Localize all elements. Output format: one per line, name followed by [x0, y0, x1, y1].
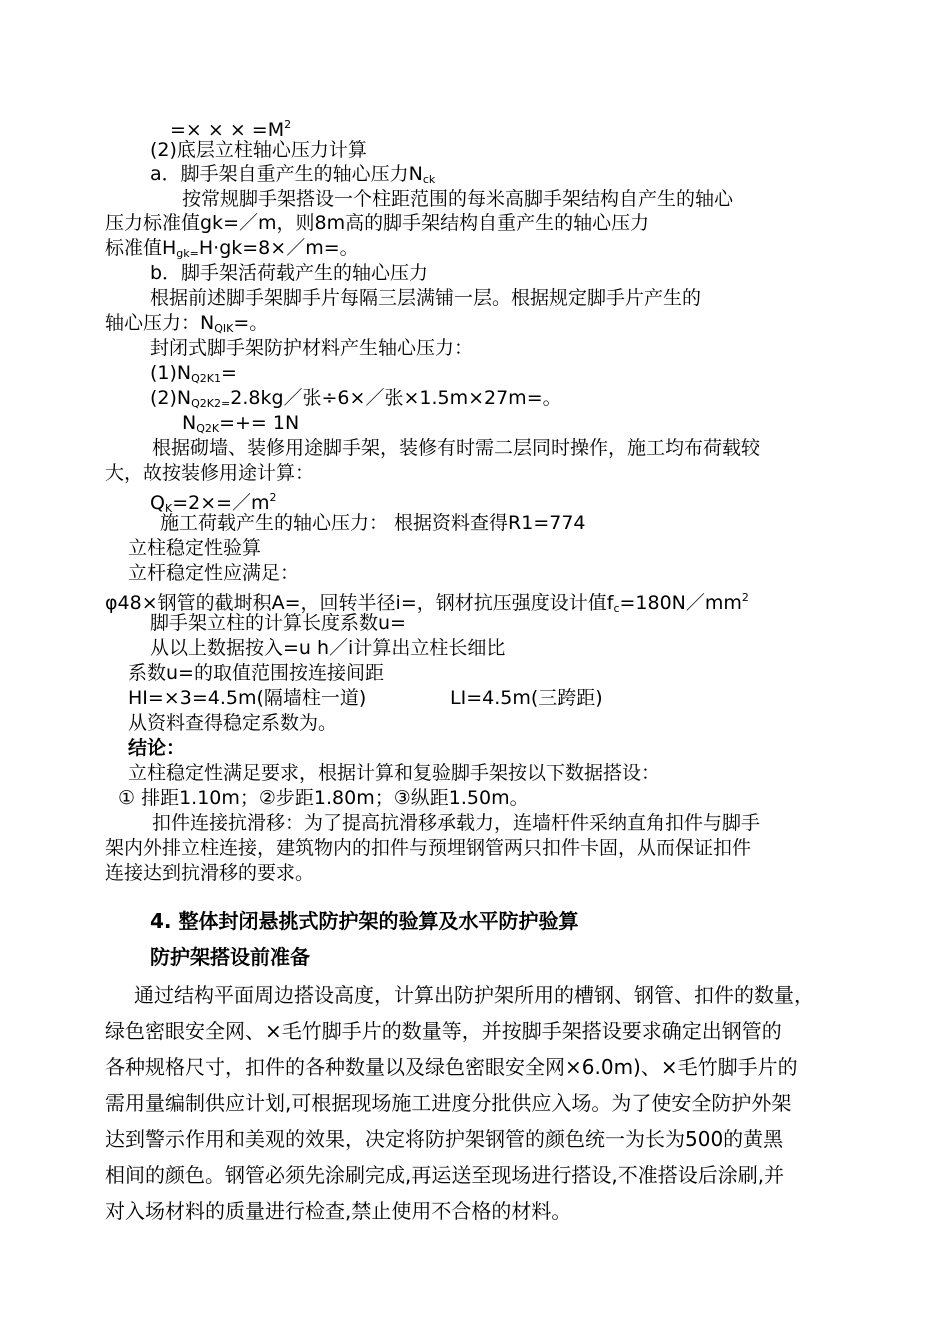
paragraph-line: 立杆稳定性应满足：	[128, 562, 300, 584]
superscript: 2	[284, 118, 292, 131]
subscript: ck	[422, 173, 436, 186]
paragraph-line: 从资料查得稳定系数为。	[128, 712, 338, 734]
text: =2×=／m	[172, 492, 270, 514]
paragraph-line: 根据砌墙、装修用途脚手架，装修有时需二层同时操作，施工均布荷载较	[152, 437, 761, 459]
paragraph-line: 大，故按装修用途计算：	[105, 462, 315, 484]
formula-line: LI=4.5m(三跨距)	[450, 687, 603, 709]
paragraph-line: 对入场材料的质量进行检查,禁止使用不合格的材料。	[105, 1199, 572, 1223]
text: Q	[150, 492, 165, 514]
text: =	[221, 362, 237, 384]
text: N	[182, 412, 197, 434]
paragraph-line: 各种规格尺寸，扣件的各种数量以及绿色密眼安全网×6.0m)、×毛竹脚手片的	[105, 1055, 798, 1079]
paragraph-line: 架内外排立柱连接，建筑物内的扣件与预埋钢管两只扣件卡固，从而保证扣件	[105, 837, 752, 859]
superscript: 2	[741, 591, 749, 604]
paragraph-line: 脚手架立柱的计算长度系数u=	[150, 612, 406, 634]
paragraph-line: 达到警示作用和美观的效果，决定将防护架钢管的颜色统一为长为500的黄黑	[105, 1127, 784, 1151]
text: (1)N	[150, 362, 192, 384]
subscript: QIK	[214, 322, 234, 335]
subscript: c	[613, 602, 620, 615]
text: =× × × =M	[170, 119, 285, 141]
paragraph-line: 绿色密眼安全网、×毛竹脚手片的数量等，并按脚手架搭设要求确定出钢管的	[105, 1019, 782, 1043]
subsection-heading: (2)底层立柱轴心压力计算	[150, 139, 367, 161]
paragraph-line: 压力标准值gk=／m，则8m高的脚手架结构自重产生的轴心压力	[105, 212, 650, 234]
conclusion-heading: 结论：	[128, 737, 186, 759]
paragraph-line: 根据前述脚手架脚手片每隔三层满铺一层。根据规定脚手片产生的	[150, 287, 702, 309]
subsection-heading: 防护架搭设前准备	[150, 945, 310, 969]
superscript: 2	[269, 491, 277, 504]
paragraph-line: 立柱稳定性满足要求，根据计算和复验脚手架按以下数据搭设：	[128, 762, 661, 784]
text: 标准值H	[105, 237, 177, 259]
paragraph-line: ① 排距1.10m；②步距1.80m；③纵距1.50m。	[118, 787, 529, 809]
paragraph-line: 通过结构平面周边搭设高度，计算出防护架所用的槽钢、钢管、扣件的数量，	[134, 983, 814, 1007]
subsection-heading: 立柱稳定性验算	[128, 537, 262, 559]
paragraph-line: 相间的颜色。钢管必须先涂刷完成,再运送至现场进行搭设,不准搭设后涂刷,并	[105, 1163, 785, 1187]
paragraph-line: 按常规脚手架搭设一个柱距范围的每米高脚手架结构自产生的轴心	[182, 188, 734, 210]
paragraph-line: 需用量编制供应计划,可根据现场施工进度分批供应入场。为了使安全防护外架	[105, 1091, 792, 1115]
subscript: Q2K	[196, 422, 220, 435]
text: φ48×钢管的截埘积A=，回转半径i=，钢材抗压强度设计值f	[105, 592, 614, 614]
text: =。	[233, 312, 269, 334]
paragraph-line: 施工荷载产生的轴心压力： 根据资料查得R1=774	[160, 512, 586, 534]
subscript: Q2K1	[191, 372, 222, 385]
text: 轴心压力：N	[105, 312, 215, 334]
text: =180N／mm	[619, 592, 742, 614]
paragraph-line: 从以上数据按入=u h／i计算出立柱长细比	[150, 637, 506, 659]
subscript: K	[164, 502, 173, 515]
paragraph-line: 连接达到抗滑移的要求。	[105, 862, 315, 884]
text: 2.8kg／张÷6×／张×1.5m×27m=。	[230, 387, 562, 409]
text: a．脚手架自重产生的轴心压力N	[150, 163, 423, 185]
paragraph-line: 封闭式脚手架防护材料产生轴心压力：	[150, 337, 474, 359]
text: H·gk=8×／m=。	[198, 237, 359, 259]
paragraph-line: 扣件连接抗滑移：为了提高抗滑移承载力，连墙杆件采纳直角扣件与脚手	[152, 812, 761, 834]
formula-line: HI=×3=4.5m(隔墙柱一道)	[128, 687, 367, 709]
item-b-heading: b．脚手架活荷载产生的轴心压力	[150, 262, 429, 284]
subscript: gk=	[176, 247, 199, 260]
subscript: Q2K2=	[191, 397, 231, 410]
text: (2)N	[150, 387, 192, 409]
paragraph-line: 系数u=的取值范围按连接间距	[128, 662, 384, 684]
text: =+= 1N	[219, 412, 300, 434]
section-heading: 4. 整体封闭悬挑式防护架的验算及水平防护验算	[150, 909, 579, 933]
